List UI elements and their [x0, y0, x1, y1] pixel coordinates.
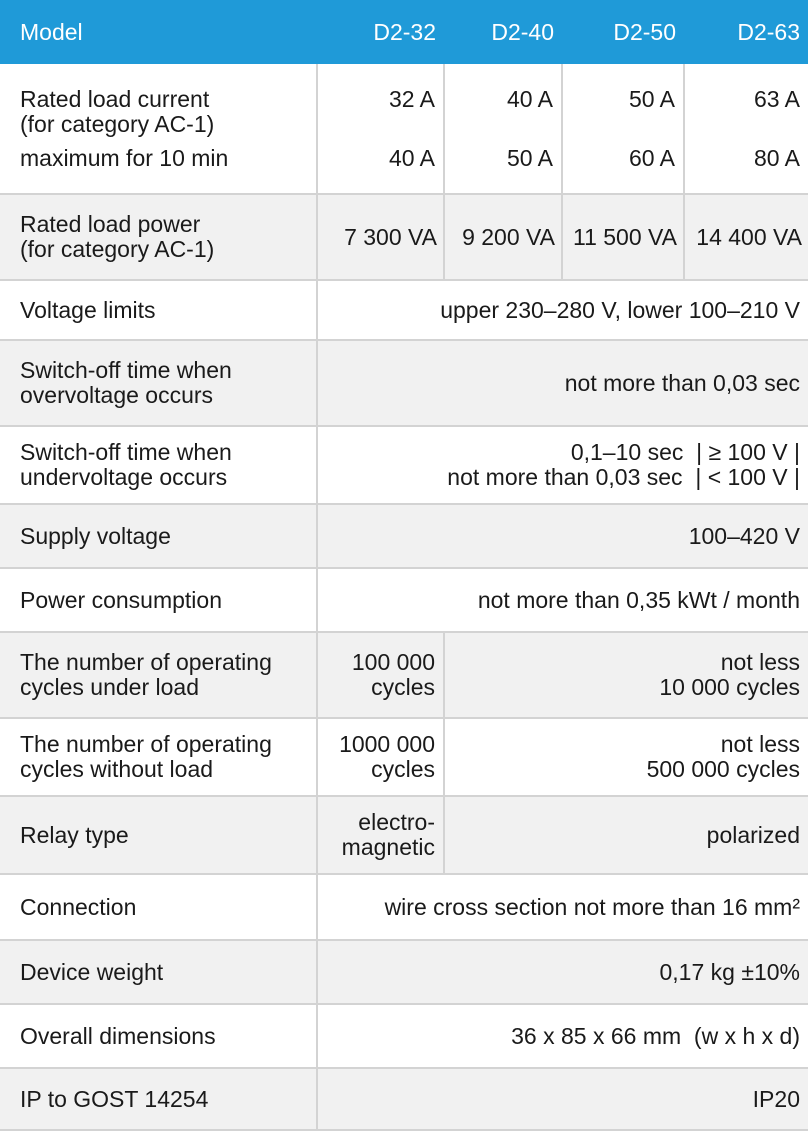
table-row-rated-power	[0, 194, 808, 280]
cell-d2-32	[317, 718, 444, 796]
value-line: 10 000 cycles	[659, 674, 800, 700]
label-line: Rated load power	[20, 211, 201, 237]
table-row-undervoltage	[0, 426, 808, 504]
cell-d2-40: 9 200 VA	[444, 194, 562, 280]
label-line: Switch-off time when	[20, 357, 232, 383]
model-d2-32-header: D2-32	[373, 18, 436, 45]
cell-all-models: 100–420 V	[317, 504, 808, 568]
cell-d2-32	[317, 796, 444, 874]
cell-d2-32	[317, 632, 444, 718]
row-label: IP to GOST 14254	[20, 1085, 209, 1112]
cell-d2-32	[317, 64, 444, 194]
value-line: 100 000	[351, 649, 435, 675]
rated-current-value: 32 A	[388, 85, 435, 112]
row-label: Relay type	[20, 821, 129, 848]
label-line: Switch-off time when	[20, 439, 232, 465]
cell-d2-32: 7 300 VA	[317, 194, 444, 280]
table-row-power-consumption	[0, 568, 808, 632]
value-line: cycles	[371, 756, 435, 782]
label-line: (for category AC-1)	[20, 236, 215, 262]
cell-d2-50	[562, 64, 684, 194]
row-label: Overall dimensions	[20, 1022, 216, 1049]
row-label: Power consumption	[20, 586, 222, 613]
table-header-row	[0, 0, 808, 64]
table-row-overall-dimensions	[0, 1004, 808, 1068]
cell-all-models: wire cross section not more than 16 mm²	[317, 874, 808, 940]
value-line: 0,1–10 sec | ≥ 100 V |	[570, 439, 800, 465]
cell-all-models: not more than 0,35 kWt / month	[317, 568, 808, 632]
value-line: 500 000 cycles	[646, 756, 800, 782]
table-row-connection	[0, 874, 808, 940]
table-row-supply-voltage	[0, 504, 808, 568]
cell-other-models	[444, 718, 808, 796]
row-label	[0, 632, 317, 718]
row-label: Connection	[20, 893, 137, 920]
model-d2-40-header: D2-40	[491, 18, 554, 45]
label-line: undervoltage occurs	[20, 464, 228, 490]
max-current-value: 60 A	[628, 144, 675, 171]
value-line: not less	[720, 731, 800, 757]
label-line: cycles without load	[20, 756, 214, 782]
label-line: The number of operating	[20, 649, 272, 675]
cell-all-models: 0,17 kg ±10%	[317, 940, 808, 1004]
table-row-cycles-under-load	[0, 632, 808, 718]
model-d2-63-header: D2-63	[737, 18, 800, 45]
row-label	[0, 718, 317, 796]
value-line: not less	[720, 649, 800, 675]
label-line: overvoltage occurs	[20, 382, 214, 408]
model-header-label: Model	[20, 18, 83, 45]
row-label: Supply voltage	[20, 522, 171, 549]
cell-all-models: not more than 0,03 sec	[317, 340, 808, 426]
cell-other-models	[444, 632, 808, 718]
cell-all-models: 36 x 85 x 66 mm (w x h x d)	[317, 1004, 808, 1068]
table-row-cycles-without-load	[0, 718, 808, 796]
label-line: maximum for 10 min	[20, 144, 229, 171]
row-label: Device weight	[20, 958, 164, 985]
cell-all-models: IP20	[317, 1068, 808, 1130]
cell-d2-63	[684, 64, 808, 194]
label-line: Rated load current	[20, 85, 210, 112]
max-current-value: 50 A	[506, 144, 553, 171]
row-label	[0, 426, 317, 504]
value-line: cycles	[371, 674, 435, 700]
row-label	[0, 340, 317, 426]
table-row-overvoltage	[0, 340, 808, 426]
value-line: 1000 000	[339, 731, 435, 757]
cell-d2-50: 11 500 VA	[562, 194, 684, 280]
max-current-value: 80 A	[753, 144, 800, 171]
table-row-ip-rating	[0, 1068, 808, 1130]
value-line: not more than 0,03 sec | < 100 V |	[447, 464, 800, 490]
cell-other-models: polarized	[444, 796, 808, 874]
max-current-value: 40 A	[388, 144, 435, 171]
label-line: The number of operating	[20, 731, 272, 757]
row-label	[0, 194, 317, 280]
cell-d2-63: 14 400 VA	[684, 194, 808, 280]
table-row-relay-type	[0, 796, 808, 874]
value-line: electro-	[358, 809, 435, 835]
rated-current-value: 40 A	[506, 85, 553, 112]
cell-all-models: upper 230–280 V, lower 100–210 V	[317, 280, 808, 340]
cell-all-models	[317, 426, 808, 504]
table-row-voltage-limits	[0, 280, 808, 340]
rated-current-value: 50 A	[628, 85, 675, 112]
label-line: (for category AC-1)	[20, 110, 215, 137]
cell-d2-40	[444, 64, 562, 194]
label-line: cycles under load	[20, 674, 199, 700]
table-row-rated-current	[0, 64, 808, 194]
row-label: Voltage limits	[20, 296, 156, 323]
model-d2-50-header: D2-50	[613, 18, 676, 45]
table-row-device-weight	[0, 940, 808, 1004]
row-label	[0, 64, 317, 194]
value-line: magnetic	[341, 834, 435, 860]
rated-current-value: 63 A	[753, 85, 800, 112]
